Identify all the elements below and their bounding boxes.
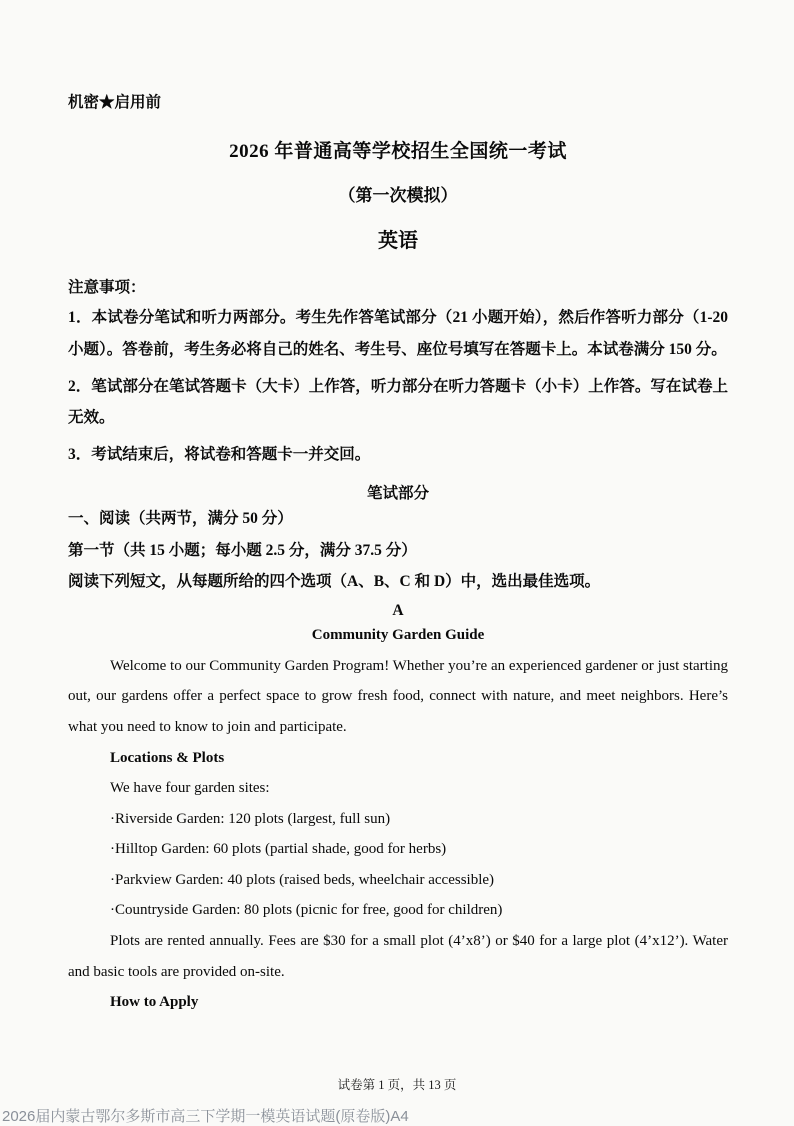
list-item-parkview: ·Parkview Garden: 40 plots (raised beds, wheelchair accessible) bbox=[110, 871, 495, 888]
section-one-heading: 第一节（共 15 小题；每小题 2.5 分，满分 37.5 分） bbox=[68, 541, 417, 559]
fees-paragraph: Plots are rented annually. Fees are $30 for a small plot (4’x8’) or $40 for a large plot (4’x12’). Water and basic tools are provided on-site. bbox=[68, 933, 728, 980]
notice-heading: 注意事项： bbox=[68, 279, 146, 296]
list-item-countryside: ·Countryside Garden: 80 plots (picnic for free, good for children) bbox=[110, 902, 503, 919]
passage-intro-paragraph: Welcome to our Community Garden Program! Whether you’re an experienced gardener or just starting out, our gardens offer a perfect space to grow fresh food, connect with nature, and meet neighbors. Here’s what you need to know to join and participate. bbox=[68, 657, 728, 735]
passage-title: Community Garden Guide bbox=[311, 627, 485, 644]
notice-item-1: 1．本试卷分笔试和听力两部分。考生先作答笔试部分（21 小题开始），然后作答听力部分（1-20 小题）。答卷前，考生务必将自己的姓名、考生号、座位号填写在答题卡上。本试卷满分 150 分。 bbox=[68, 309, 728, 358]
subject-title: 英语 bbox=[378, 230, 418, 252]
notice-item-3: 3．考试结束后，将试卷和答题卡一并交回。 bbox=[68, 446, 371, 464]
page-footer: 试卷第 1 页，共 13 页 bbox=[337, 1078, 457, 1092]
notice-item-2: 2．笔试部分在笔试答题卡（大卡）上作答，听力部分在听力答题卡（小卡）上作答。写在试卷上无效。 bbox=[68, 377, 728, 427]
written-section-header: 笔试部分 bbox=[366, 484, 429, 502]
how-to-apply-heading: How to Apply bbox=[110, 994, 199, 1011]
passage-label-a: A bbox=[392, 602, 404, 620]
list-item-hilltop: ·Hilltop Garden: 60 plots (partial shade, good for herbs) bbox=[110, 841, 447, 858]
list-item-riverside: ·Riverside Garden: 120 plots (largest, full sun) bbox=[110, 810, 391, 827]
locations-heading: Locations & Plots bbox=[110, 749, 225, 766]
sites-intro: We have four garden sites: bbox=[110, 780, 270, 797]
confidential-label: 机密★启用前 bbox=[68, 94, 162, 111]
exam-title: 2026 年普通高等学校招生全国统一考试 bbox=[229, 141, 567, 162]
part-one-heading: 一、阅读（共两节，满分 50 分） bbox=[68, 509, 293, 527]
exam-subtitle: （第一次模拟） bbox=[338, 186, 458, 205]
reading-instructions: 阅读下列短文，从每题所给的四个选项（A、B、C 和 D）中，选出最佳选项。 bbox=[68, 573, 601, 591]
document-watermark: 2026届内蒙古鄂尔多斯市高三下学期一模英语试题(原卷版)A4 bbox=[2, 1108, 409, 1125]
